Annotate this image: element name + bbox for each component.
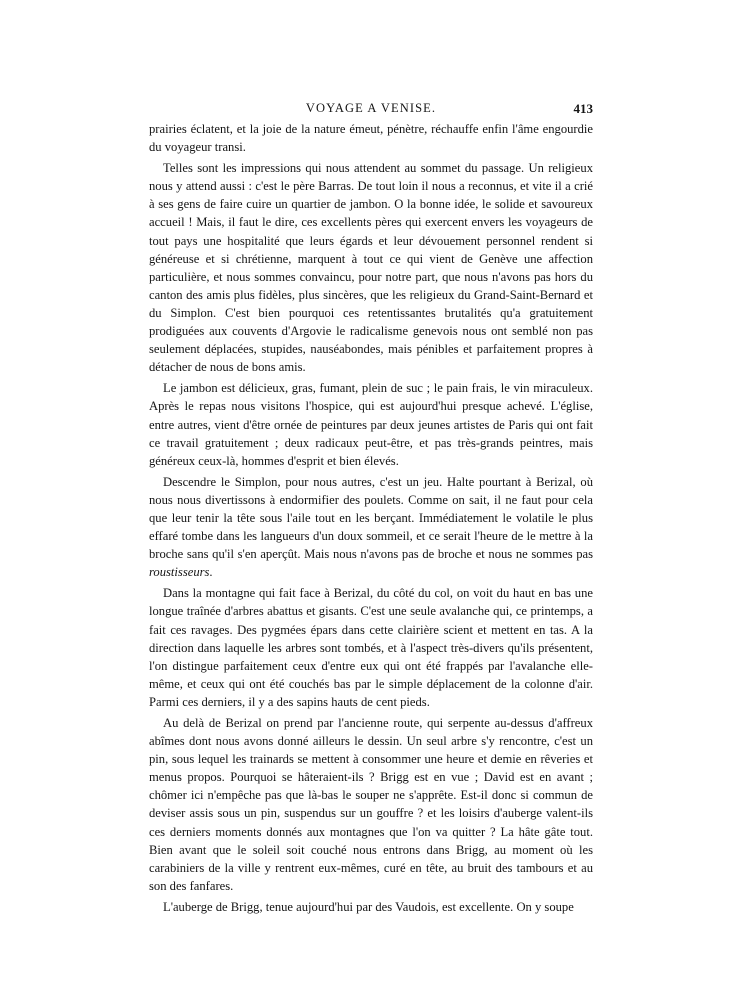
page-header bbox=[149, 100, 593, 120]
paragraph-6: Au delà de Berizal on prend par l'ancienne route, qui serpente au-dessus d'affreux abîmes dont nous avons donné ailleurs le dessin. Un seul arbre s'y rencontre, c'est un pin, sous lequel les trainards se mettent à consommer une heure et demie en rêveries et menus propos. Pourquoi se hâteraient-ils ? Brigg est en vue ; David est en avant ; chômer ici n'empêche pas que là-bas le souper ne s'apprête. Est-il donc si commun de deviser assis sous un pin, suspendus sur un gouffre ? et les loisirs d'auberge valent-ils ces derniers moments donnés aux montagnes que l'on va quitter ? La hâte gâte tout. Bien avant que le soleil soit couché nous entrons dans Brigg, au moment où les carabiniers de la ville y rentrent eux-mêmes, curé en tête, au bruit des tambours et au son des fanfares. bbox=[149, 716, 593, 893]
italic-word: roustisseurs bbox=[149, 565, 210, 580]
running-title: VOYAGE A VENISE. bbox=[305, 101, 437, 115]
paragraph-4 bbox=[149, 473, 593, 582]
paragraph-5: Dans la montagne qui fait face à Berizal, du côté du col, on voit du haut en bas une longue traînée d'arbres abattus et gisants. C'est une seule avalanche qui, ce printemps, a fait ces ravages. Des pygmées épars dans cette clairière scient et mettent en tas. A la direction dans laquelle les arbres sont tombés, et à l'aspect très-divers qu'ils présentent, l'on distingue parfaitement ceux d'entre eux qui ont été frappés par l'avalanche elle-même, et ceux qui ont été couchés bas par le simple déplacement de la colonne d'air. Parmi ces derniers, il y a des sapins hauts de cent pieds. bbox=[149, 586, 593, 709]
paragraph-4-end: . bbox=[209, 565, 213, 580]
paragraph-4-text: Descendre le Simplon, pour nous autres, c'est un jeu. Halte pourtant à Berizal, où nous nous divertissons à endormifier des poulets. Comme on sait, il ne faut pour cela que leur tenir la tête sous l'aile tout en les berçant. Immédiatement le volatile le plus effaré tombe dans les langueurs d'un doux sommeil, et ce serait l'heure de le mettre à la broche sans qu'il s'en aperçût. Mais nous n'avons pas de broche et nous ne sommes pas bbox=[149, 474, 593, 562]
body-text bbox=[149, 120, 593, 919]
paragraph-7: L'auberge de Brigg, tenue aujourd'hui par des Vaudois, est excellente. On y soupe bbox=[163, 899, 574, 914]
paragraph-3: Le jambon est délicieux, gras, fumant, plein de suc ; le pain frais, le vin miraculeux. Après le repas nous visitons l'hospice, qui est aujourd'hui presque achevé. L'église, entre autres, vient d'être ornée de peintures par deux jeunes artistes de Paris qui ont fait ce travail gratuitement ; deux radicaux peut-être, et pas très-grands peintres, mais généreux ceux-là, hommes d'esprit et bien élevés. bbox=[149, 381, 593, 468]
page-number: 413 bbox=[573, 101, 593, 116]
paragraph-1: prairies éclatent, et la joie de la nature émeut, pénètre, réchauffe enfin l'âme engourdie du voyageur transi. bbox=[149, 122, 593, 155]
paragraph-2: Telles sont les impressions qui nous attendent au sommet du passage. Un religieux nous y attend aussi : c'est le père Barras. De tout loin il nous a reconnus, et vite il a crié à ses gens de faire cuire un quartier de jambon. O la bonne idée, le solide et savoureux accueil ! Mais, il faut le dire, ces excellents pères qui exercent envers les voyageurs de tout pays une hospitalité que leurs égards et leur dévouement personnel rendent si généreuse et si chrétienne, marquent à tout ce qui vient de Genève une affection particulière, et nous sommes convaincu, pour notre part, que nous n'avons pas hors du canton des amis plus fidèles, plus sincères, que les religieux du Grand-Saint-Bernard et du Simplon. C'est bien pourquoi ces retentissantes brutalités qu'a gratuitement prodiguées aux couvents d'Argovie le radicalisme genevois nous ont semblé non pas seulement déplacées, stupides, nauséabondes, mais pénibles et parfaitement propres à détacher de nous de bons amis. bbox=[149, 161, 593, 375]
